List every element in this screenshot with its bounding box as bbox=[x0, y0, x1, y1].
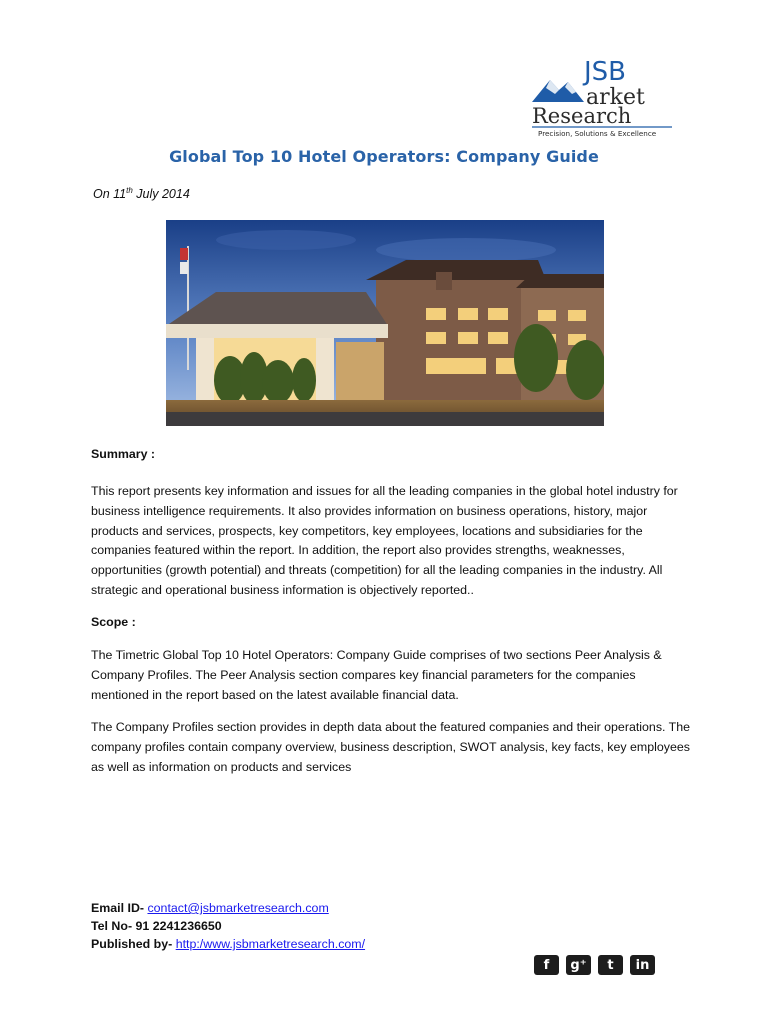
social-links bbox=[534, 955, 655, 975]
email-link[interactable]: contact@jsbmarketresearch.com bbox=[147, 901, 329, 915]
summary-paragraph: This report presents key information and issues for all the leading companies in the global hotel industry for business intelligence requirements. It also provides information on business operations, history, major products and services, prospects, key competitors, key employees, locations and subsidiaries for the companies featured within the report. In addition, the report also provides strengths, weaknesses, opportunities (growth potential) and threats (competition) for all the leading companies in the industry. All strategic and operational business information is objectively reported.. bbox=[91, 484, 678, 597]
logo-tagline: Precision, Solutions & Excellence bbox=[538, 129, 657, 138]
summary-heading: Summary : bbox=[91, 447, 156, 461]
logo-research: Research bbox=[532, 104, 632, 128]
google-plus-icon[interactable]: g⁺ bbox=[566, 955, 591, 975]
jsb-logo bbox=[528, 56, 678, 140]
contact-published: Published by- http:/www.jsbmarketresearch.com/ bbox=[91, 937, 366, 951]
facebook-icon[interactable]: f bbox=[534, 955, 559, 975]
scope-heading: Scope : bbox=[91, 615, 136, 629]
publication-date: On 11th July 2014 bbox=[93, 186, 190, 202]
scope-paragraph-1: The Timetric Global Top 10 Hotel Operators: Company Guide comprises of two sections Peer Analysis & Company Profiles. The Peer Analysis section compares key financial parameters for the companies mentioned in the report based on the latest available financial data. bbox=[91, 648, 662, 702]
logo-market: arket bbox=[586, 85, 645, 110]
logo-jsb: JSB bbox=[584, 57, 627, 87]
linkedin-icon[interactable]: in bbox=[630, 955, 655, 975]
scope-paragraph-2: The Company Profiles section provides in depth data about the featured companies and their operations. The company profiles contain company overview, business description, SWOT analysis, key facts, key employees as well as information on products and services bbox=[91, 720, 691, 774]
website-link[interactable]: http:/www.jsbmarketresearch.com/ bbox=[175, 937, 366, 951]
hotel-photo bbox=[166, 220, 604, 426]
twitter-icon[interactable]: t bbox=[598, 955, 623, 975]
contact-email: Email ID- contact@jsbmarketresearch.com bbox=[91, 901, 329, 915]
contact-tel: Tel No- 91 2241236650 bbox=[91, 919, 222, 933]
page-title: Global Top 10 Hotel Operators: Company Guide bbox=[169, 147, 599, 166]
